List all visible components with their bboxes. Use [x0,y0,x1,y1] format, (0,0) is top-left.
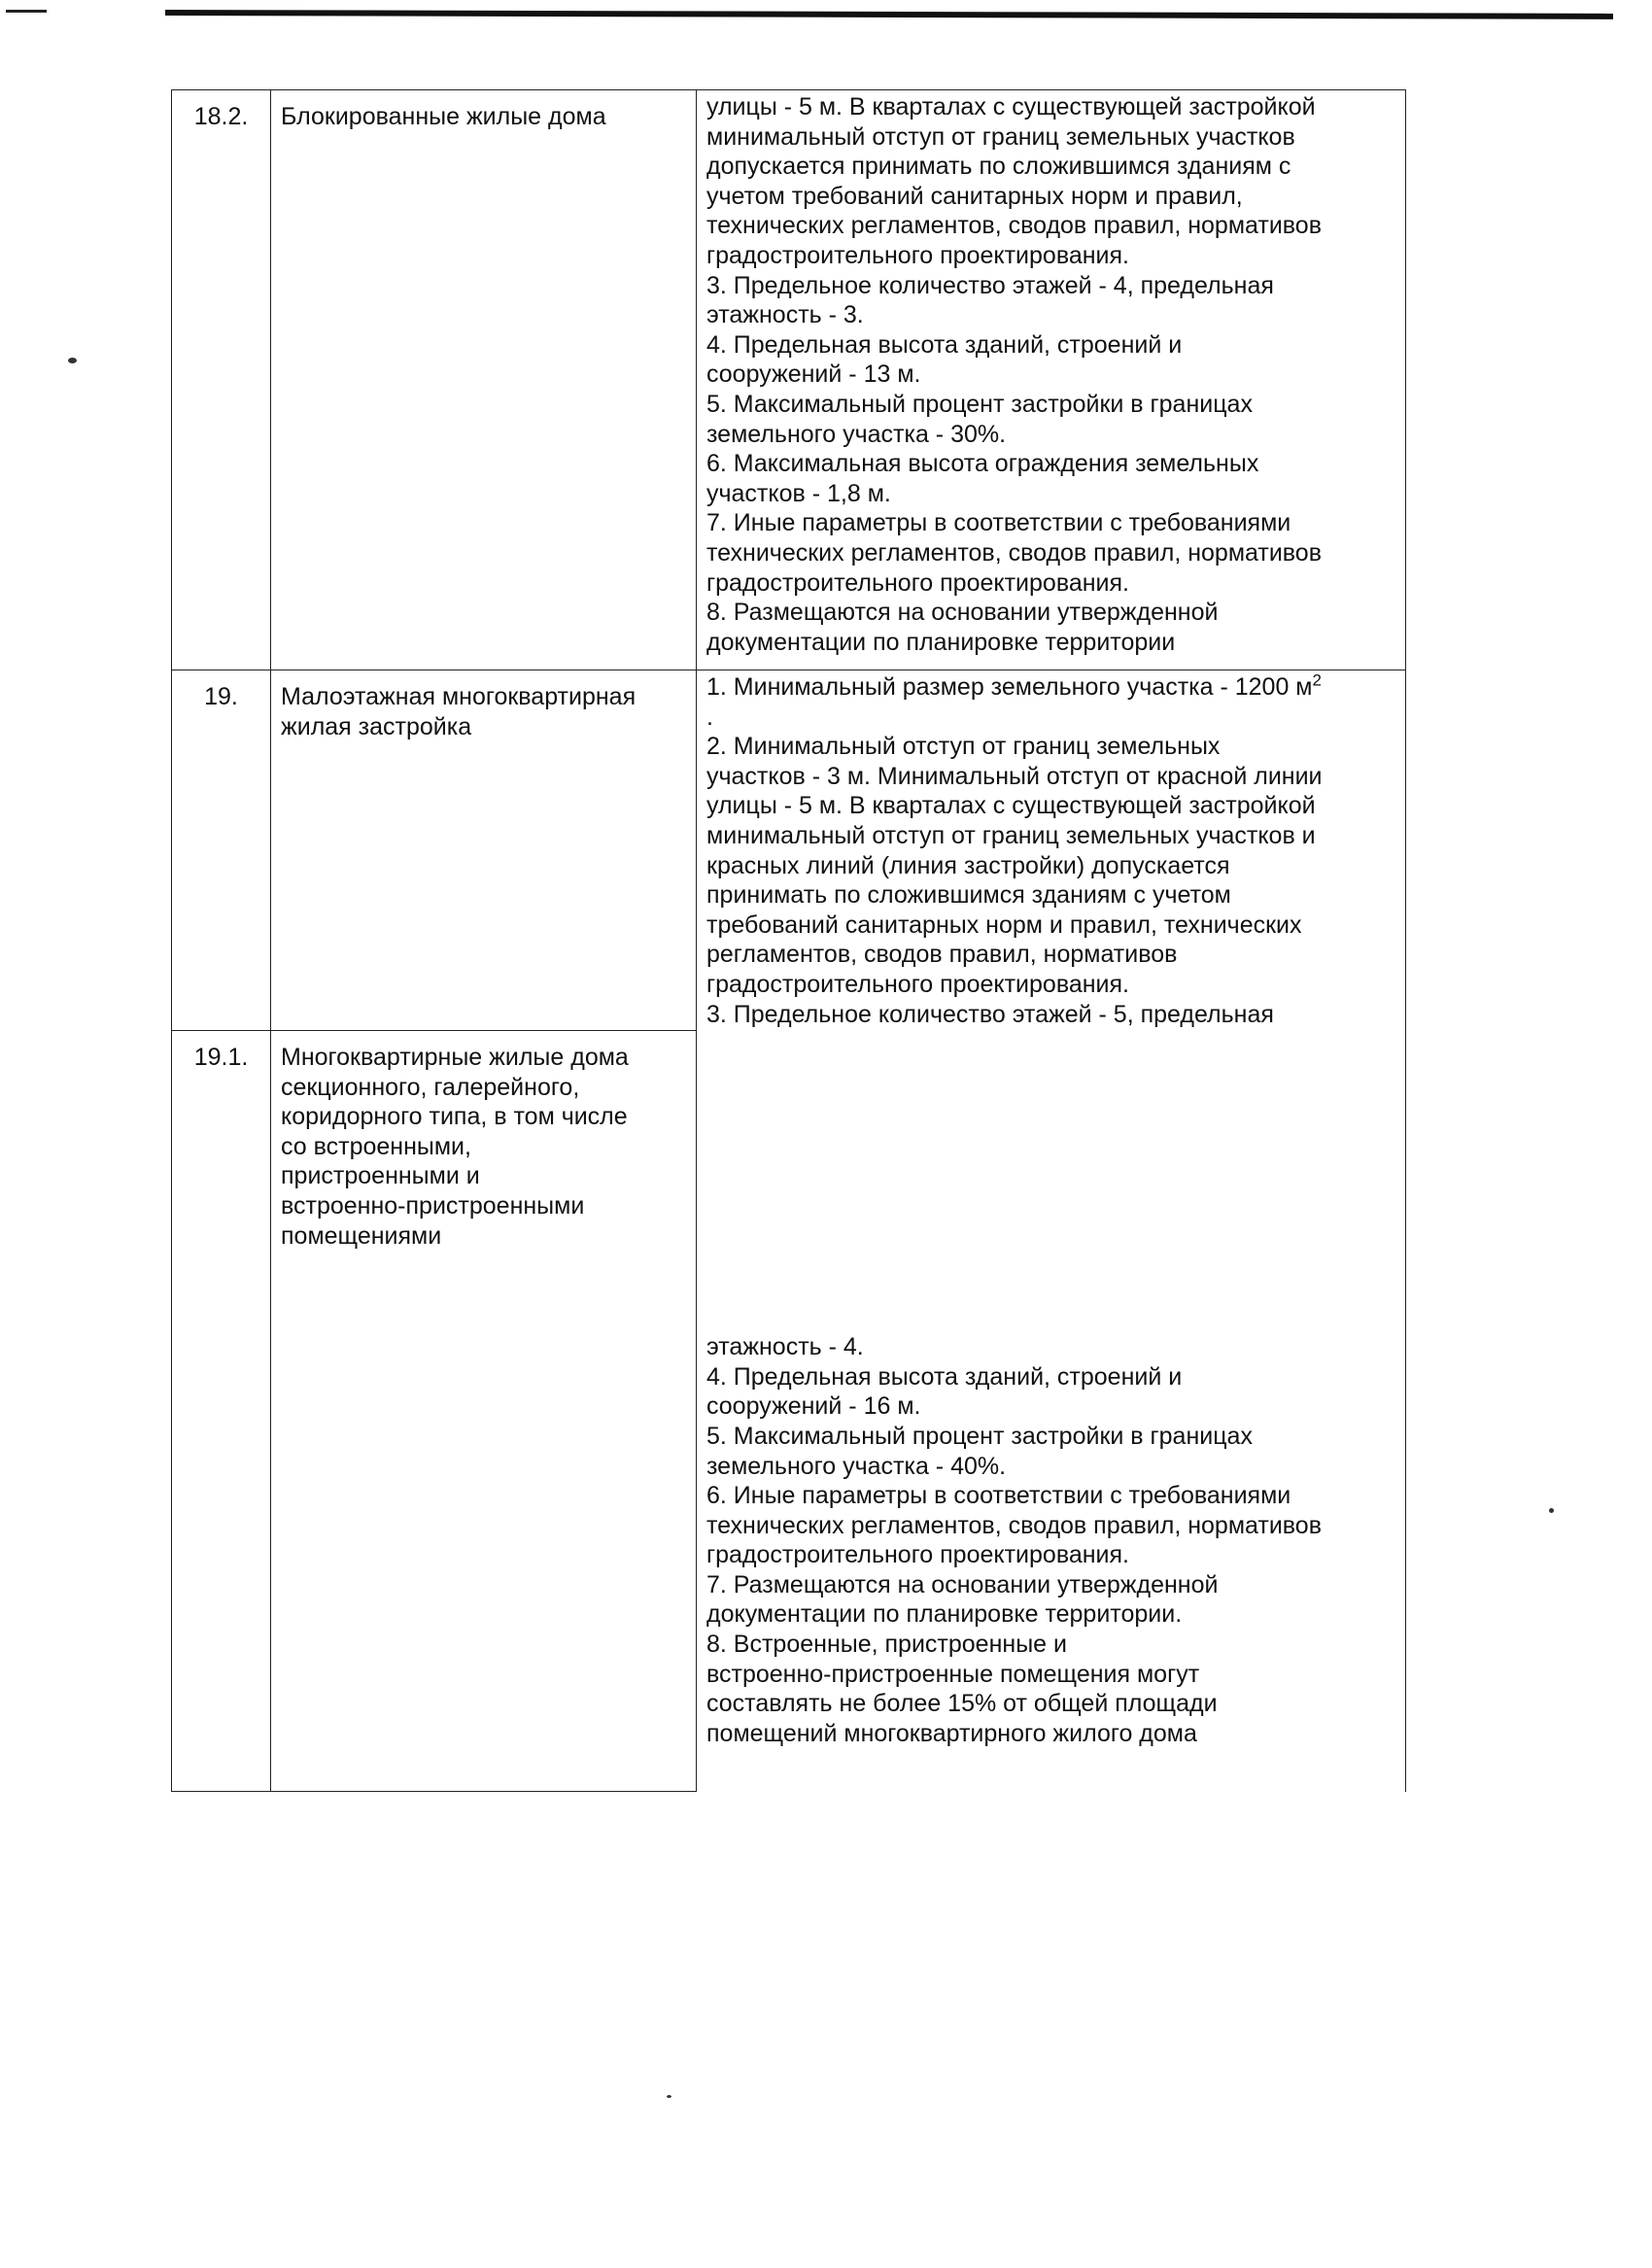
parameters-cell [697,670,1406,1792]
parameter-line: градостроительного проектирования. [706,970,1129,998]
table-row [172,90,1406,670]
scan-speck [68,358,77,363]
parameter-line: сооружений - 16 м. [706,1392,921,1421]
parameter-line: участков - 3 м. Минимальный отступ от красной линии [706,762,1323,790]
parameter-line: 7. Иные параметры в соответствии с требованиями [706,509,1291,537]
parameter-line: допускается принимать по сложившимся зданиям с [706,153,1291,181]
parameter-line: этажность - 3. [706,301,864,329]
parameter-line: помещений многоквартирного жилого дома [706,1719,1197,1747]
table-row [172,670,1406,1031]
parameter-line: 4. Предельная высота зданий, строений и [706,330,1183,359]
parameter-line: 7. Размещаются на основании утвержденной [706,1570,1219,1598]
parameter-line: встроенно-пристроенные помещения могут [706,1660,1200,1688]
parameter-line: градостроительного проектирования. [706,568,1129,597]
parameter-line: земельного участка - 30%. [706,420,1007,448]
parameter-line: 3. Предельное количество этажей - 4, предельная [706,271,1274,299]
scan-speck [667,2095,671,2098]
name-line: встроенно-пристроенными [281,1191,585,1220]
parameter-line: 2. Минимальный отступ от границ земельных [706,733,1221,761]
parameters-continuation [706,1029,1394,1748]
row-number: 19.1. [172,1031,271,1792]
land-use-type: Блокированные жилые дома [271,90,697,670]
land-use-type [271,1031,697,1792]
parameter-line: минимальный отступ от границ земельных участков и [706,821,1316,849]
superscript: 2 [1312,670,1322,690]
parameter-line: красных линий (линия застройки) допускается [706,851,1230,879]
parameter-line: принимать по сложившимся зданиям с учетом [706,881,1231,910]
parameter-text: 1. Минимальный размер земельного участка - 1200 м [706,673,1313,701]
parameter-line: улицы - 5 м. В кварталах с существующей застройкой [706,93,1316,120]
parameter-line: документации по планировке территории. [706,1600,1183,1629]
parameter-line: минимальный отступ от границ земельных участков [706,122,1295,151]
parameter-line: технических регламентов, сводов правил, нормативов [706,538,1322,567]
parameter-line: технических регламентов, сводов правил, нормативов [706,212,1322,240]
parameter-line: сооружений - 13 м. [706,361,921,389]
parameters-cell [697,90,1406,670]
name-line: пристроенными и [281,1162,480,1190]
name-line: Многоквартирные жилые дома [281,1044,629,1071]
scan-top-border [165,10,1613,19]
parameter-line: технических регламентов, сводов правил, нормативов [706,1511,1322,1539]
parameter-line: 6. Иные параметры в соответствии с требованиями [706,1482,1291,1510]
zoning-parameters-table [171,89,1406,1792]
scan-corner-mark [6,10,47,13]
name-line: секционного, галерейного, [281,1073,580,1101]
parameter-line: 8. Встроенные, пристроенные и [706,1631,1067,1659]
parameter-line: градостроительного проектирования. [706,1541,1129,1569]
parameter-line: 5. Максимальный процент застройки в границах [706,1422,1253,1450]
parameter-line: документации по планировке территории [706,628,1176,656]
parameter-line: участков - 1,8 м. [706,479,891,507]
parameter-line: улицы - 5 м. В кварталах с существующей застройкой [706,792,1316,820]
parameter-line: 8. Размещаются на основании утвержденной [706,599,1219,627]
name-line: помещениями [281,1221,442,1250]
parameter-line: 6. Максимальная высота ограждения земельных [706,450,1259,478]
parameter-line: . [706,703,713,731]
parameter-line [706,672,1394,703]
row-number: 19. [172,670,271,1031]
scan-speck [1549,1508,1554,1513]
parameter-line: 4. Предельная высота зданий, строений и [706,1362,1183,1391]
parameter-line: 3. Предельное количество этажей - 5, предельная [706,1000,1274,1028]
name-line: коридорного типа, в том числе [281,1103,628,1131]
parameter-line: составлять не более 15% от общей площади [706,1690,1218,1718]
row-number: 18.2. [172,90,271,670]
parameter-line: 5. Максимальный процент застройки в границах [706,390,1253,418]
land-use-type: Малоэтажная многоквартирная жилая застройка [271,670,697,1031]
parameter-line: требований санитарных норм и правил, технических [706,911,1302,939]
parameter-line: регламентов, сводов правил, нормативов [706,941,1178,969]
parameter-line: учетом требований санитарных норм и правил, [706,182,1243,210]
parameter-line: градостроительного проектирования. [706,241,1129,269]
parameter-line: этажность - 4. [706,1333,864,1361]
name-line: со встроенными, [281,1132,471,1160]
parameter-line: земельного участка - 40%. [706,1452,1007,1480]
